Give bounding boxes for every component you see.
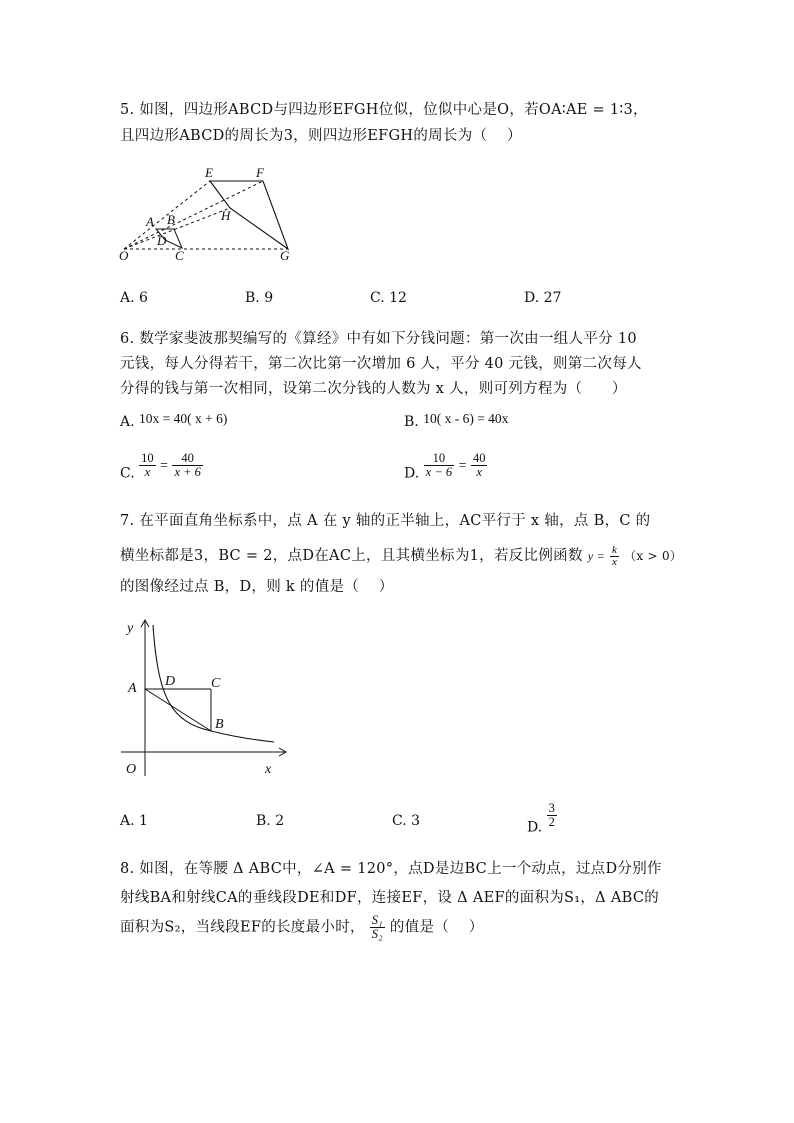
- q8-stem-line1: 8. 如图，在等腰 Δ ABC中，∠A = 120°，点D是边BC上一个动点，过点D分别作: [120, 861, 662, 877]
- q6-stem-line2: 元钱，每人分得若干，第二次比第一次增加 6 人，平分 40 元钱，则第二次每人: [120, 356, 642, 372]
- q7-func-frac: $\frac{k}{x}$: [611, 543, 618, 568]
- q5-label-E: E: [205, 165, 213, 180]
- q5-option-b[interactable]: B. 9: [245, 290, 274, 306]
- q7-stem-line2: [120, 544, 682, 568]
- q8-stem-line3: [120, 914, 484, 941]
- q6-option-d-frac1: $\frac{10}{x - 6}$: [425, 451, 453, 479]
- q6-option-c-eq: =: [160, 458, 168, 474]
- q7-label-A: A: [128, 681, 137, 696]
- q6-option-b[interactable]: [404, 411, 508, 430]
- q5-stem-line2: 且四边形ABCD的周长为3，则四边形EFGH的周长为（ ）: [120, 128, 522, 144]
- q7-option-b[interactable]: B. 2: [256, 813, 285, 829]
- q8-stem-line2: 射线BA和射线CA的垂线段DE和DF，连接EF，设 Δ AEF的面积为S₁，Δ ABC的: [120, 890, 660, 906]
- q7-option-d-label: D.: [527, 819, 543, 836]
- q7-label-y: y: [127, 621, 134, 636]
- q6-option-c-label: C.: [120, 465, 135, 482]
- q7-label-O: O: [126, 762, 137, 777]
- q7-func-cond: （x > 0）: [624, 549, 683, 563]
- q7-label-C: C: [211, 676, 221, 691]
- q7-label-x: x: [265, 762, 272, 777]
- q5-stem-line1: 5. 如图，四边形ABCD与四边形EFGH位似，位似中心是O，若OA∶AE = 1∶3，: [120, 102, 648, 118]
- q5-label-F: F: [256, 165, 264, 180]
- q7-y-axis-arrow: [141, 620, 149, 627]
- q6-option-a-label: A.: [120, 414, 135, 430]
- q7-label-B: B: [215, 717, 224, 732]
- q7-option-d[interactable]: [527, 802, 557, 836]
- q5-label-G: G: [280, 248, 290, 263]
- q5-label-D: D: [157, 233, 167, 248]
- q6-option-d-label: D.: [404, 465, 420, 482]
- q7-stem-line2-text: 横坐标都是3，BC = 2，点D在AC上，且其横坐标为1，若反比例函数: [120, 548, 583, 564]
- q7-label-D: D: [165, 674, 176, 689]
- q7-x-axis-arrow: [279, 748, 286, 756]
- q7-stem-line3: 的图像经过点 B，D，则 k 的值是（ ）: [120, 579, 394, 595]
- q6-option-c-frac1: $\frac{10}{x}$: [141, 451, 154, 479]
- q5-label-A: A: [146, 214, 154, 229]
- q8-stem-line3-pre: 面积为S₂，当线段EF的长度最小时，: [120, 919, 365, 936]
- q6-option-c-frac2: $\frac{40}{x + 6}$: [174, 451, 201, 479]
- q6-option-a[interactable]: [120, 411, 227, 430]
- q6-option-d-frac2: $\frac{40}{x}$: [472, 451, 486, 479]
- q5-label-B: B: [167, 212, 175, 227]
- q8-stem-line3-post: 的值是（ ）: [389, 919, 484, 936]
- q5-option-c[interactable]: C. 12: [370, 290, 407, 306]
- q7-stem-line1: 7. 在平面直角坐标系中，点 A 在 y 轴的正半轴上，AC平行于 x 轴，点 B，C 的: [120, 513, 651, 529]
- q6-option-a-expr: 10x = 40( x + 6): [139, 411, 228, 426]
- q6-stem-line1: 6. 数学家斐波那契编写的《算经》中有如下分钱问题：第一次由一组人平分 10: [120, 331, 637, 347]
- q6-stem-line3: 分得的钱与第一次相同，设第二次分钱的人数为 x 人，则可列方程为（ ）: [120, 381, 627, 397]
- q5-label-C: C: [175, 248, 184, 263]
- q5-option-a[interactable]: A. 6: [120, 290, 148, 306]
- q5-option-d[interactable]: D. 27: [524, 290, 562, 306]
- q7-func-y: y =: [587, 549, 606, 563]
- q8-ratio-frac: $\frac{\text{S₁}}{\text{S₂}}$: [371, 913, 383, 941]
- q7-option-c[interactable]: C. 3: [392, 813, 421, 829]
- q7-option-d-frac: $\frac{3}{2}$: [548, 801, 555, 829]
- q5-label-O: O: [119, 248, 129, 263]
- q6-option-d-eq: =: [458, 458, 467, 474]
- q6-option-b-expr: 10( x - 6) = 40x: [423, 411, 509, 426]
- q5-label-H: H: [221, 208, 231, 223]
- q7-option-a[interactable]: A. 1: [120, 813, 148, 829]
- q6-option-b-label: B.: [404, 414, 419, 430]
- q6-option-c[interactable]: [120, 452, 203, 482]
- q6-option-d[interactable]: [404, 452, 487, 482]
